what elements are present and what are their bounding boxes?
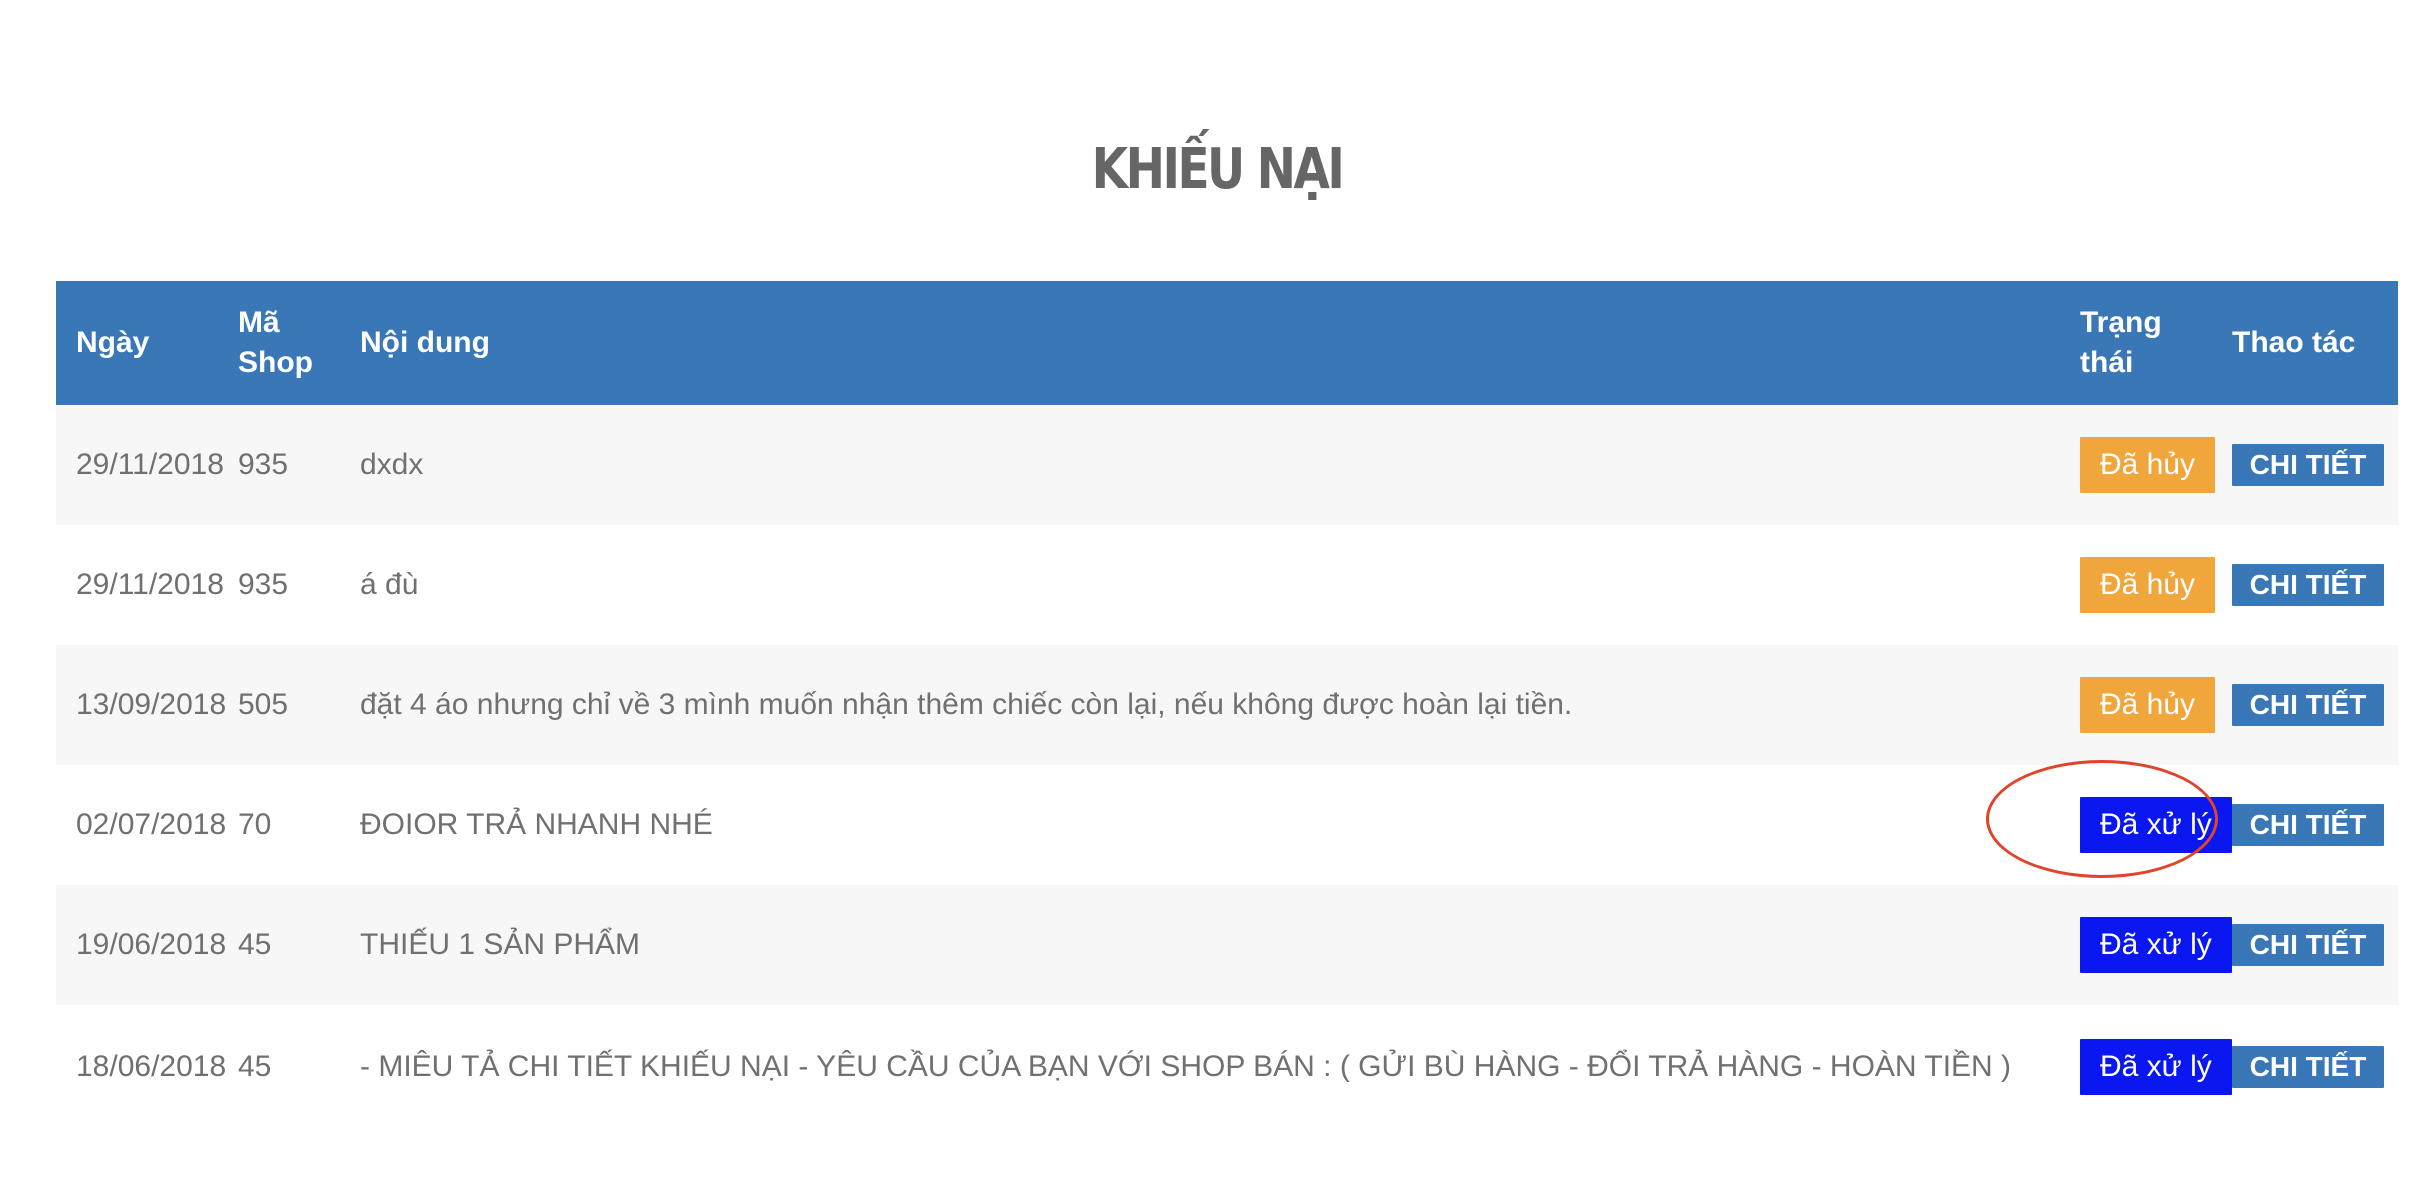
- detail-button[interactable]: CHI TIẾT: [2232, 924, 2384, 966]
- cell-date: 13/09/2018: [76, 688, 227, 721]
- cell-shop-code: 935: [238, 448, 289, 481]
- header-shop-code: Mã Shop: [218, 281, 340, 405]
- cell-content: dxdx: [360, 448, 424, 481]
- cell-content: á đù: [360, 568, 419, 601]
- cell-status: [2060, 765, 2212, 885]
- cell-action: [2212, 765, 2398, 885]
- complaints-table: [56, 281, 2398, 1129]
- table-row: [56, 765, 2398, 885]
- status-badge: Đã xử lý: [2080, 917, 2232, 973]
- cell-shop-code: 935: [238, 568, 289, 601]
- cell-date: 19/06/2018: [76, 928, 227, 961]
- cell-action: [2212, 405, 2398, 525]
- cell-content: đặt 4 áo nhưng chỉ về 3 mình muốn nhận thêm chiếc còn lại, nếu không được hoàn lại tiền.: [360, 688, 1573, 721]
- page-title: KHIẾU NẠI: [1091, 137, 1343, 202]
- status-badge: Đã xử lý: [2080, 797, 2232, 853]
- table-row: [56, 885, 2398, 1005]
- table-row: [56, 405, 2398, 525]
- status-badge: Đã hủy: [2080, 677, 2215, 733]
- cell-shop-code: 70: [238, 808, 272, 841]
- header-date: Ngày: [56, 281, 218, 405]
- cell-status: [2060, 1005, 2212, 1129]
- cell-date: 18/06/2018: [76, 1050, 227, 1083]
- header-status: Trạng thái: [2060, 281, 2212, 405]
- cell-shop-code: 45: [238, 1050, 272, 1083]
- header-actions: Thao tác: [2212, 281, 2398, 405]
- cell-action: [2212, 885, 2398, 1005]
- status-badge: Đã xử lý: [2080, 1039, 2232, 1095]
- header-content: Nội dung: [340, 281, 2060, 405]
- detail-button[interactable]: CHI TIẾT: [2232, 1046, 2384, 1088]
- cell-content: ĐOIOR TRẢ NHANH NHÉ: [360, 808, 713, 841]
- table-header-row: [56, 281, 2398, 405]
- table-row: [56, 645, 2398, 765]
- cell-date: 29/11/2018: [76, 568, 224, 601]
- cell-action: [2212, 645, 2398, 765]
- detail-button[interactable]: CHI TIẾT: [2232, 804, 2384, 846]
- cell-status: [2060, 405, 2212, 525]
- cell-action: [2212, 525, 2398, 645]
- cell-action: [2212, 1005, 2398, 1129]
- cell-date: 29/11/2018: [76, 448, 224, 481]
- detail-button[interactable]: CHI TIẾT: [2232, 684, 2384, 726]
- cell-shop-code: 505: [238, 688, 289, 721]
- cell-status: [2060, 525, 2212, 645]
- detail-button[interactable]: CHI TIẾT: [2232, 564, 2384, 606]
- cell-status: [2060, 885, 2212, 1005]
- detail-button[interactable]: CHI TIẾT: [2232, 444, 2384, 486]
- table-row: [56, 525, 2398, 645]
- cell-shop-code: 45: [238, 928, 272, 961]
- cell-date: 02/07/2018: [76, 808, 227, 841]
- status-badge: Đã hủy: [2080, 557, 2215, 613]
- cell-content: - MIÊU TẢ CHI TIẾT KHIẾU NẠI - YÊU CẦU CỦA BẠN VỚI SHOP BÁN : ( GỬI BÙ HÀNG - ĐỔI TRẢ HÀNG - HOÀN TIỀN ): [360, 1050, 2012, 1083]
- table-row: [56, 1005, 2398, 1129]
- cell-content: THIẾU 1 SẢN PHẨM: [360, 928, 641, 961]
- status-badge: Đã hủy: [2080, 437, 2215, 493]
- cell-status: [2060, 645, 2212, 765]
